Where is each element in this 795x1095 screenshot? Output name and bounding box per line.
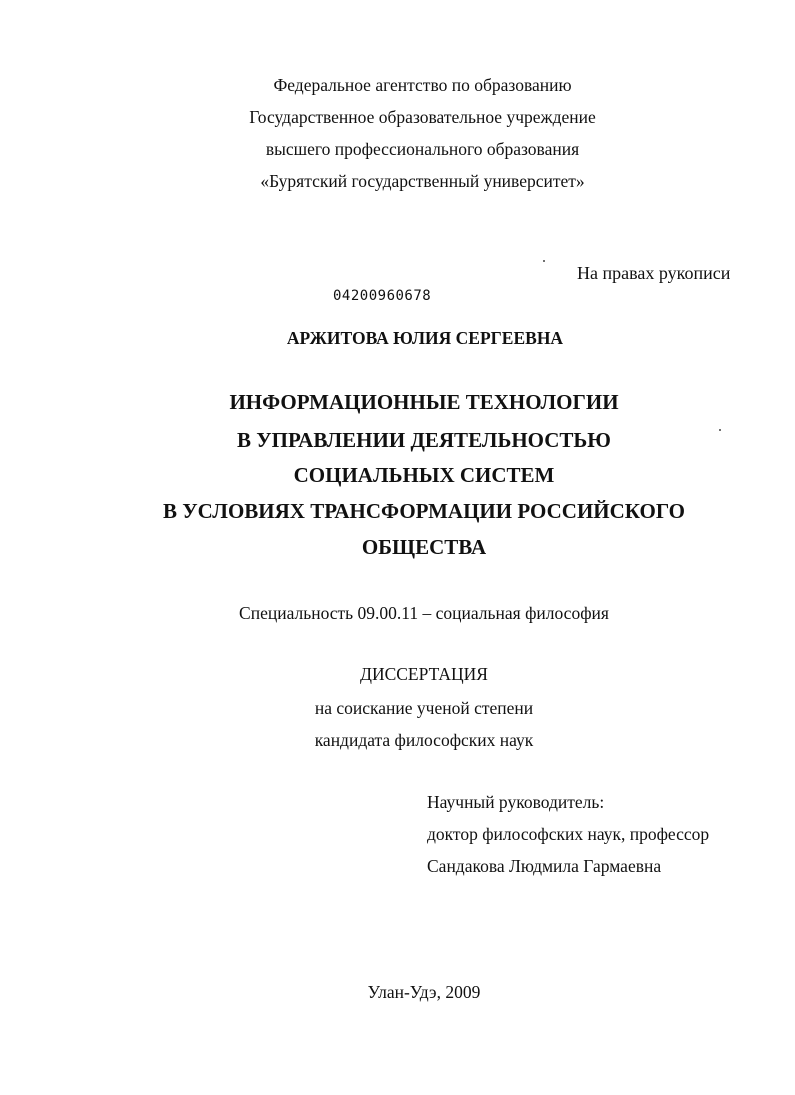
dissertation-heading: ДИССЕРТАЦИЯ (360, 664, 488, 684)
header-line-agency: Федеральное агентство по образованию (273, 75, 572, 95)
title-line-1: ИНФОРМАЦИОННЫЕ ТЕХНОЛОГИИ (229, 390, 619, 414)
title-line-3: СОЦИАЛЬНЫХ СИСТЕМ (293, 463, 555, 487)
registration-code: 04200960678 (333, 288, 432, 304)
title-line-5: ОБЩЕСТВА (361, 535, 487, 559)
supervisor-label: Научный руководитель: (427, 792, 605, 812)
scan-speck (719, 429, 721, 431)
degree-field: кандидата философских наук (314, 730, 534, 750)
specialty: Специальность 09.00.11 – социальная философия (239, 603, 609, 623)
supervisor-name: Сандакова Людмила Гармаевна (427, 856, 662, 876)
degree-purpose: на соискание ученой степени (314, 698, 534, 718)
scan-speck (543, 260, 545, 262)
title-line-2: В УПРАВЛЕНИИ ДЕЯТЕЛЬНОСТЬЮ (237, 428, 611, 452)
header-line-institution: Государственное образовательное учреждение (249, 107, 596, 127)
place-year: Улан-Удэ, 2009 (367, 982, 481, 1002)
header-line-university: «Бурятский государственный университет» (260, 171, 585, 191)
author-name: АРЖИТОВА ЮЛИЯ СЕРГЕЕВНА (286, 328, 564, 348)
header-line-education-level: высшего профессионального образования (265, 139, 580, 159)
supervisor-degree: доктор философских наук, профессор (427, 824, 710, 844)
title-line-4: В УСЛОВИЯХ ТРАНСФОРМАЦИИ РОССИЙСКОГО (163, 499, 685, 523)
manuscript-note: На правах рукописи (577, 263, 731, 283)
